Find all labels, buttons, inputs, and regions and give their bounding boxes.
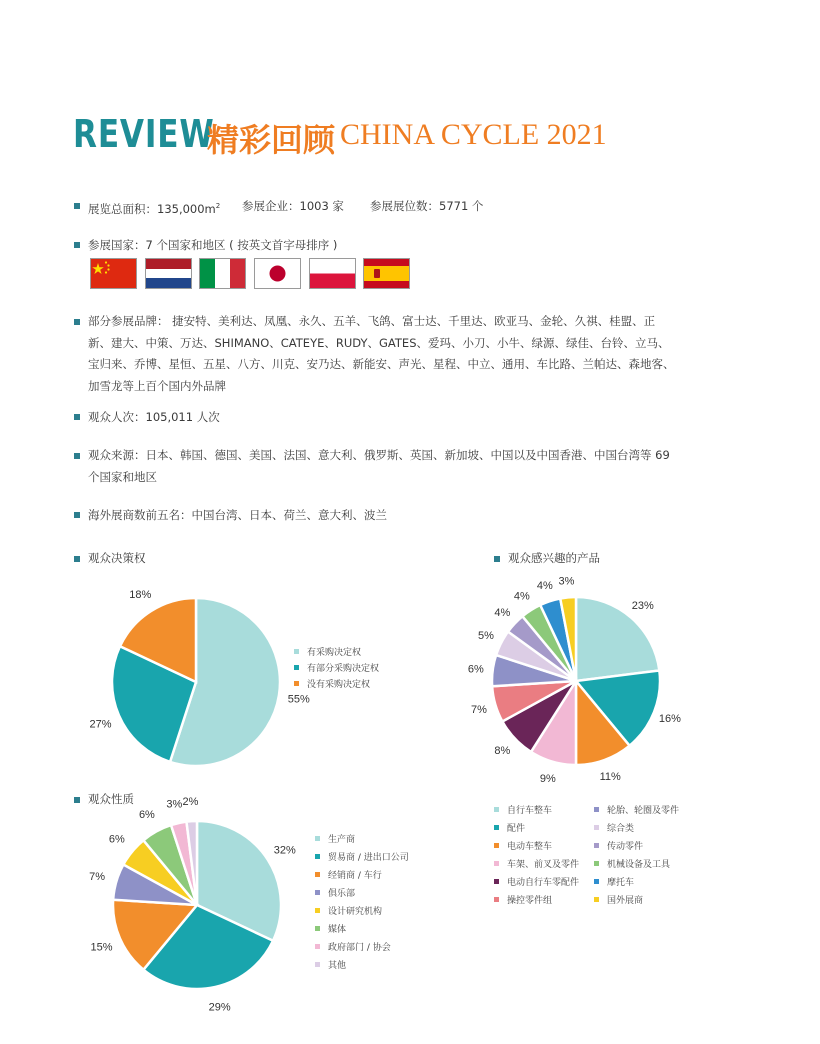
interest-legend-label: 轮胎、轮圈及零件	[607, 806, 680, 816]
nature-legend-swatch	[315, 944, 320, 949]
interest-legend-label: 车架、前叉及零件	[507, 860, 580, 870]
chart-title-interest: 观众感兴趣的产品	[508, 551, 600, 565]
interest-legend-label: 电动自行车零配件	[507, 878, 580, 888]
nature-legend-swatch	[315, 836, 320, 841]
interest-legend-swatch	[594, 807, 599, 812]
decision-legend-swatch	[294, 681, 299, 686]
decision-data-label: 27%	[89, 718, 112, 731]
chart-title-decision: 观众决策权	[88, 551, 146, 565]
nature-data-label: 32%	[273, 844, 296, 857]
nature-data-label: 3%	[166, 798, 183, 811]
decision-legend-label: 有采购决定权	[307, 648, 362, 658]
top5-text: 海外展商数前五名：中国台湾、日本、荷兰、意大利、波兰	[88, 508, 387, 522]
nature-legend-label: 设计研究机构	[328, 907, 383, 917]
nature-legend-swatch	[315, 890, 320, 895]
interest-legend-label: 自行车整车	[507, 806, 553, 816]
title-chinese: 精彩回顾	[207, 121, 336, 159]
countries-text: 参展国家：7 个国家和地区 ( 按英文首字母排序 )	[88, 238, 338, 252]
interest-legend-swatch	[494, 843, 499, 848]
interest-legend-swatch	[594, 861, 599, 866]
stat-area-label: 展览总面积：	[88, 201, 157, 216]
stat-booths: 参展展位数：5771 个	[370, 199, 484, 213]
interest-legend-swatch	[494, 807, 499, 812]
interest-data-label: 5%	[478, 630, 494, 643]
interest-data-label: 4%	[536, 579, 553, 592]
interest-legend-label: 综合类	[607, 824, 635, 834]
nature-data-label: 7%	[89, 870, 106, 883]
sources-text: 观众来源：日本、韩国、德国、美国、法国、意大利、俄罗斯、英国、新加坡、中国以及中国香港、中国台湾等 69 个国家和地区	[88, 448, 670, 484]
nature-legend-swatch	[315, 908, 320, 913]
stat-exhibitors: 参展企业：1003 家	[242, 199, 344, 213]
decision-legend-swatch	[294, 665, 299, 670]
decision-pie-chart	[89, 585, 310, 775]
decision-legend-label: 没有采购决定权	[307, 680, 371, 690]
interest-legend-label: 操控零件组	[507, 896, 553, 906]
poland-flag	[309, 258, 356, 289]
italy-flag	[199, 258, 246, 289]
stat-area	[88, 196, 220, 219]
bullet-icon	[74, 203, 80, 209]
interest-data-label: 3%	[558, 575, 575, 588]
interest-data-label: 6%	[467, 663, 484, 676]
interest-legend-swatch	[594, 879, 599, 884]
nature-legend-swatch	[315, 872, 320, 877]
interest-data-label: 7%	[471, 704, 487, 717]
interest-legend-label: 传动零件	[607, 842, 644, 852]
visitors-text: 观众人次：105,011 人次	[88, 410, 220, 424]
interest-legend-label: 摩托车	[607, 878, 635, 888]
decision-data-label: 18%	[129, 589, 152, 602]
interest-legend-swatch	[494, 879, 499, 884]
nature-data-label: 6%	[138, 808, 155, 821]
decision-data-label: 55%	[287, 693, 310, 706]
nature-legend-label: 俱乐部	[328, 889, 356, 899]
china-flag	[90, 258, 137, 289]
decision-legend-label: 有部分采购决定权	[307, 664, 380, 674]
nature-legend-label: 生产商	[328, 835, 356, 845]
interest-data-label: 4%	[494, 606, 511, 619]
interest-legend-label: 配件	[507, 824, 526, 834]
nature-legend-label: 政府部门 / 协会	[328, 943, 391, 953]
chart-title-nature: 观众性质	[88, 792, 134, 806]
interest-data-label: 23%	[631, 600, 654, 613]
interest-legend-label: 电动车整车	[507, 842, 553, 852]
interest-legend-swatch	[494, 861, 499, 866]
brands-text: 部分参展品牌： 捷安特、美利达、凤凰、永久、五羊、飞鸽、富士达、千里达、欧亚马、金轮、久祺、桂盟、正新、建大、中策、万达、SHIMANO、CATEYE、RUDY、GATES、爱玛、小刀、小牛、绿源、绿佳、台铃、立马、宝归来、乔博、星恒、五星、八方、川克、安乃达、新能安、声光、星程、中立、通用、车比路、兰帕达、森地客、加雪龙等上百个国内外品牌	[88, 314, 675, 393]
spain-flag	[363, 258, 410, 289]
stat-area-value: 135,000m	[157, 201, 216, 216]
bullet-icon	[74, 453, 80, 459]
nature-legend-swatch	[315, 962, 320, 967]
interest-legend-swatch	[594, 825, 599, 830]
nature-data-label: 15%	[90, 941, 113, 954]
nature-legend-label: 经销商 / 车行	[328, 871, 382, 881]
nature-legend-label: 其他	[328, 961, 347, 971]
interest-data-label: 4%	[513, 590, 530, 603]
interest-data-label: 9%	[539, 772, 556, 785]
title-english: CHINA CYCLE 2021	[340, 118, 607, 151]
bullet-icon	[74, 556, 80, 562]
interest-data-label: 16%	[658, 713, 681, 726]
stat-area-sup: 2	[215, 202, 221, 210]
decision-legend-swatch	[294, 649, 299, 654]
interest-legend-label: 国外展商	[607, 896, 644, 906]
interest-pie-chart	[460, 575, 690, 785]
interest-data-label: 8%	[494, 745, 511, 758]
interest-legend-swatch	[594, 897, 599, 902]
nature-data-label: 29%	[208, 1001, 231, 1014]
nature-legend-swatch	[315, 926, 320, 931]
bullet-icon	[74, 319, 80, 325]
bullet-icon	[74, 512, 80, 518]
interest-legend-swatch	[594, 843, 599, 848]
nature-data-label: 6%	[108, 833, 125, 846]
nature-legend-label: 媒体	[328, 925, 347, 935]
interest-legend-swatch	[494, 897, 499, 902]
interest-legend-label: 机械设备及工具	[607, 860, 671, 870]
nature-data-label: 2%	[182, 796, 199, 809]
bullet-icon	[74, 414, 80, 420]
nature-legend-label: 贸易商 / 进出口公司	[328, 853, 409, 863]
interest-data-label: 11%	[599, 771, 621, 784]
nature-legend-swatch	[315, 854, 320, 859]
review-heading: REVIEW	[73, 112, 215, 156]
interest-legend-swatch	[494, 825, 499, 830]
japan-flag	[254, 258, 301, 289]
bullet-icon	[74, 242, 80, 248]
netherlands-flag	[145, 258, 192, 289]
bullet-icon	[494, 556, 500, 562]
